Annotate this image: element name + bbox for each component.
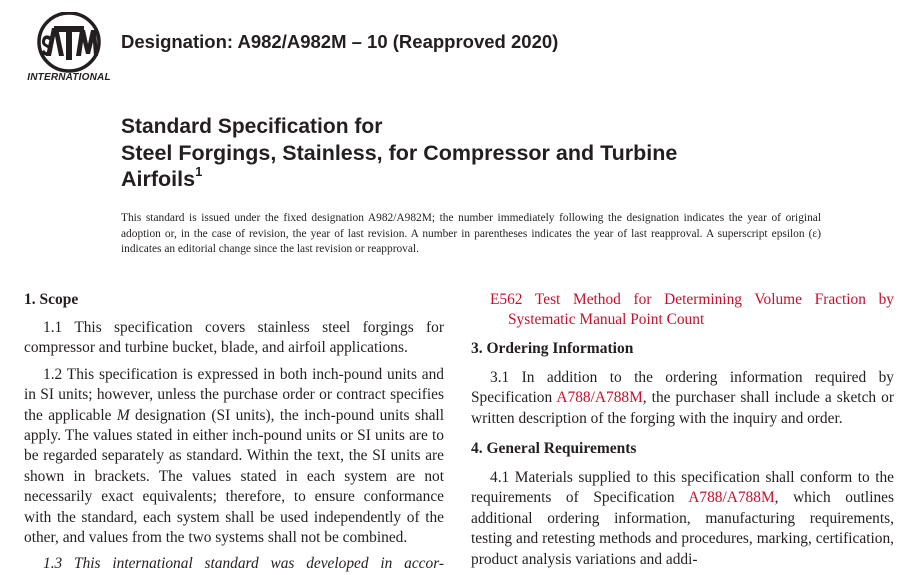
reference-e562-code[interactable]: E562 [490,291,523,308]
logo-wordmark: INTERNATIONAL [27,72,111,83]
section-heading-general: 4. General Requirements [471,440,637,458]
section-heading-ordering: 3. Ordering Information [471,339,634,357]
title-line-1: Standard Specification for [121,115,383,138]
paragraph-4-1 [471,468,894,570]
document-title [121,114,677,192]
paragraph-3-1 [471,368,894,429]
left-column [24,290,444,575]
link-a788-ordering[interactable]: A788/A788M [556,389,643,407]
reference-e562-title[interactable]: Test Method for Determining Volume Fraction by Systematic Manual Point Count [508,291,894,329]
link-a788-general[interactable]: A788/A788M [688,489,775,507]
paragraph-1-2-part-b: designation (SI units), the inch-pound units shall apply. The values stated in either inch-pound units or SI units are to be regarded separately as standard. Within the text, the SI units are shown in brackets. The values stated in each system are not necessarily exact equivalents; therefore, to ensure conformance with the standard, each system shall be used independently of the other, and values from the two systems shall not be combined. [24,406,444,547]
paragraph-4-1-part-b: , which outlines additional ordering information, manufacturing requirements, testing and retesting methods and procedures, marking, certification, product analysis variations and addi- [471,489,894,568]
title-line-3-text: Airfoils [121,167,196,191]
astm-logo [22,12,116,90]
astm-emblem-icon [22,12,116,74]
paragraph-4-1-part-a: 4.1 Materials supplied to this specification shall conform to the requirements of Specification [471,469,894,507]
paragraph-1-1: 1.1 This specification covers stainless steel forgings for compressor and turbine bucket, blade, and airfoil applications. [24,319,444,357]
section-heading-scope: 1. Scope [24,291,79,308]
boilerplate-notice: This standard is issued under the fixed designation A982/A982M; the number immediately following the designation indicates the year of original adoption or, in the case of revision, the year of last revision. A number in parentheses indicates the year of last reapproval. A superscript epsilon (ε) indicates an editorial change since the last revision or reapproval. [121,212,821,256]
paragraph-1-3: 1.3 This international standard was developed in accor- [43,555,444,573]
right-column [471,290,894,570]
paragraph-3-1-part-a: 3.1 In addition to the ordering information required by Specification [471,368,894,407]
title-footnote-marker[interactable]: 1 [195,164,203,179]
title-line-2: Steel Forgings, Stainless, for Compressor and Turbine [121,141,678,165]
designation: Designation: A982/A982M – 10 (Reapproved 2020) [121,31,559,52]
title-line-3 [121,166,677,192]
reference-e562 [471,290,894,331]
paragraph-3-1-part-b: , the purchaser shall include a sketch or written description of the forging with the inquiry and order. [471,389,894,427]
paragraph-1-2 [24,365,444,549]
paragraph-1-2-part-a: 1.2 This specification is expressed in both inch-pound units and in SI units; however, unless the purchase order or contract specifies the applicable [24,365,444,424]
paragraph-1-2-m: M [116,406,130,424]
